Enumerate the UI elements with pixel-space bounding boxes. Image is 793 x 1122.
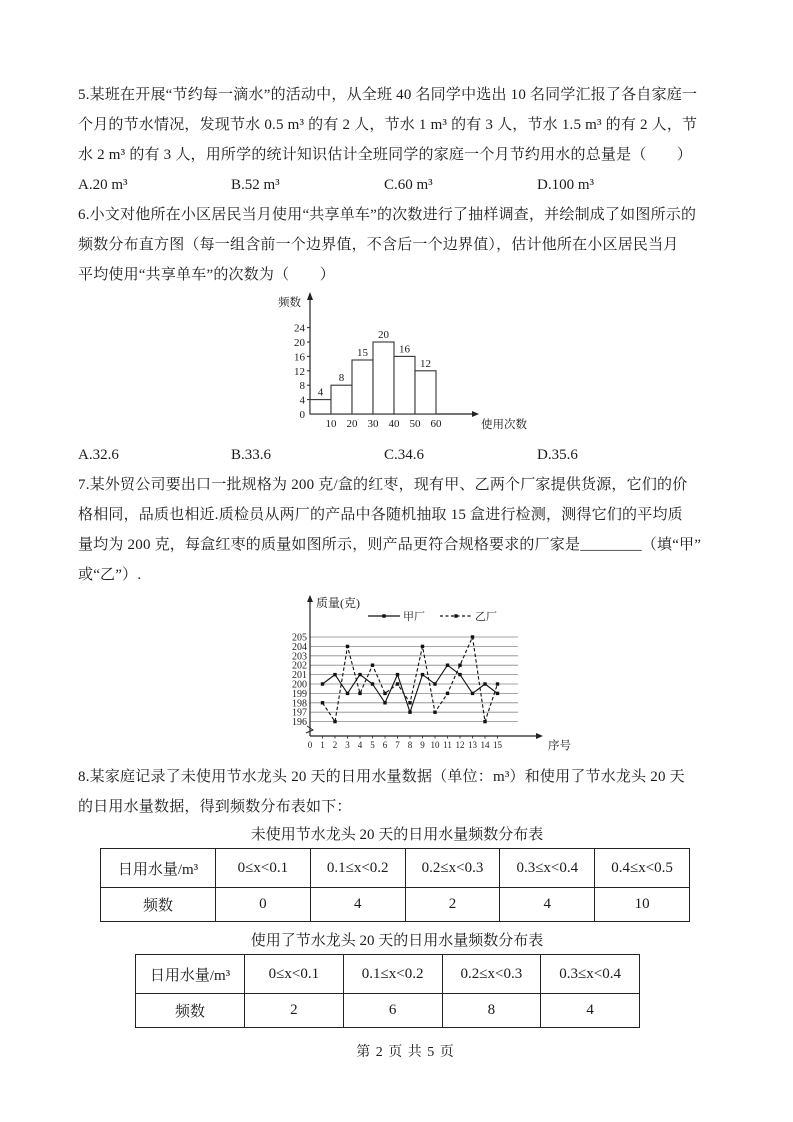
line-chart bbox=[272, 592, 580, 760]
y-tick-label: 16 bbox=[294, 351, 305, 364]
q5-text-line-2: 个月的节水情况，发现节水 0.5 m³ 的有 2 人，节水 1 m³ 的有 3 人，节水 1.5 m³ 的有 2 人，节 bbox=[78, 117, 698, 133]
table-header-row bbox=[136, 955, 640, 994]
x-tick-label: 10 bbox=[325, 418, 337, 430]
table-value-cell: 10 bbox=[595, 888, 690, 922]
y-tick-label: 197 bbox=[292, 707, 307, 719]
table-range-cell: 0.3≤x<0.4 bbox=[500, 849, 595, 888]
table-range-cell: 0≤x<0.1 bbox=[245, 955, 344, 994]
x-tick-label: 0 bbox=[307, 740, 313, 750]
bar bbox=[331, 385, 352, 414]
table-value-cell: 8 bbox=[442, 994, 541, 1028]
x-axis-arrow bbox=[472, 411, 479, 417]
frequency-histogram-figure bbox=[276, 290, 733, 440]
y-axis-arrow bbox=[307, 595, 313, 602]
x-tick-label: 2 bbox=[332, 740, 338, 750]
bar-value-label: 8 bbox=[338, 372, 345, 385]
x-tick-label: 15 bbox=[493, 740, 502, 750]
table-value-cell: 4 bbox=[310, 888, 405, 922]
table-value-cell: 2 bbox=[245, 994, 344, 1028]
data-point bbox=[421, 673, 424, 676]
data-point bbox=[471, 635, 474, 638]
x-axis-title: 使用次数 bbox=[481, 419, 527, 431]
bar-value-label: 12 bbox=[420, 357, 431, 370]
data-point bbox=[408, 711, 411, 714]
q7-text-line-1: 7.某外贸公司要出口一批规格为 200 克/盒的红枣，现有甲、乙两个厂家提供货源，它们的价 bbox=[78, 477, 688, 493]
series-jia bbox=[323, 665, 498, 712]
x-tick-label: 6 bbox=[382, 740, 388, 750]
data-point bbox=[321, 682, 324, 685]
y-tick-label: 198 bbox=[292, 698, 307, 710]
y-tick-label: 200 bbox=[292, 679, 307, 691]
series-yi bbox=[323, 637, 498, 722]
q5-option-b: B.52 m³ bbox=[231, 177, 280, 193]
q6-text-line-1: 6.小文对他所在小区居民当月使用“共享单车”的次数进行了抽样调查，并绘制成了如图所示的 bbox=[78, 207, 697, 223]
table-row-label: 频数 bbox=[101, 888, 216, 922]
data-point bbox=[458, 664, 461, 667]
table-value-cell: 6 bbox=[343, 994, 442, 1028]
histogram-chart bbox=[276, 290, 532, 440]
data-point bbox=[471, 692, 474, 695]
table-header-row bbox=[101, 849, 690, 888]
table-range-cell: 0.2≤x<0.3 bbox=[442, 955, 541, 994]
table-range-cell: 0.3≤x<0.4 bbox=[541, 955, 640, 994]
data-point bbox=[321, 701, 324, 704]
x-axis-title: 序号 bbox=[548, 740, 571, 752]
page-number: 第 2 页 共 5 页 bbox=[356, 1045, 455, 1060]
table-range-cell: 0.1≤x<0.2 bbox=[343, 955, 442, 994]
x-tick-label: 3 bbox=[345, 740, 350, 750]
table-value-cell: 2 bbox=[405, 888, 500, 922]
x-tick-label: 13 bbox=[468, 740, 477, 750]
bar-value-label: 15 bbox=[357, 347, 368, 359]
q8-text-line-2: 的日用水量数据，得到频数分布表如下： bbox=[78, 799, 352, 815]
x-tick-label: 14 bbox=[480, 740, 490, 750]
question-8 bbox=[78, 762, 733, 1028]
bar bbox=[373, 342, 394, 414]
data-point bbox=[496, 682, 499, 685]
data-point bbox=[333, 720, 336, 723]
table1-title: 未使用节水龙头 20 天的日用水量频数分布表 bbox=[250, 827, 544, 843]
y-axis-arrow bbox=[307, 292, 313, 300]
data-point bbox=[371, 664, 374, 667]
data-point bbox=[483, 682, 486, 685]
bar-value-label: 4 bbox=[317, 386, 324, 399]
q5-options-row bbox=[78, 170, 733, 200]
y-axis-title: 质量(克) bbox=[316, 596, 360, 610]
data-point bbox=[371, 682, 374, 685]
y-tick-label: 4 bbox=[299, 394, 305, 407]
data-point bbox=[383, 692, 386, 695]
data-point bbox=[446, 664, 449, 667]
q7-text-line-2: 格相同，品质也相近.质检员从两厂的产品中各随机抽取 15 盒进行检测，测得它们的平均质 bbox=[78, 507, 683, 523]
y-tick-label: 196 bbox=[292, 717, 307, 729]
q6-text-line-2: 频数分布直方图（每一组含前一个边界值，不含后一个边界值），估计他所在小区居民当月 bbox=[78, 237, 679, 253]
q5-option-d: D.100 m³ bbox=[537, 177, 594, 193]
histogram-root bbox=[278, 292, 527, 431]
table-header-label: 日用水量/m³ bbox=[136, 955, 245, 994]
q6-option-d: D.35.6 bbox=[537, 447, 578, 463]
table-value-cell: 4 bbox=[500, 888, 595, 922]
y-axis-title: 频数 bbox=[278, 297, 301, 309]
legend-label-jia: 甲厂 bbox=[403, 611, 425, 623]
table-header-label: 日用水量/m³ bbox=[101, 849, 216, 888]
y-tick-label: 199 bbox=[292, 688, 307, 700]
y-tick-label: 8 bbox=[299, 380, 305, 393]
data-point bbox=[496, 692, 499, 695]
table-range-cell: 0.1≤x<0.2 bbox=[310, 849, 405, 888]
q6-options-row bbox=[78, 440, 733, 470]
x-tick-label: 10 bbox=[430, 740, 440, 750]
table-range-cell: 0.2≤x<0.3 bbox=[405, 849, 500, 888]
data-point bbox=[396, 673, 399, 676]
x-tick-label: 9 bbox=[420, 740, 425, 750]
y-tick-label: 20 bbox=[294, 337, 305, 349]
question-5 bbox=[78, 80, 733, 200]
y-tick-label: 201 bbox=[292, 670, 307, 682]
legend-dashed-marker bbox=[454, 614, 457, 617]
x-tick-label: 12 bbox=[455, 740, 465, 750]
x-tick-label: 11 bbox=[443, 740, 452, 750]
question-6 bbox=[78, 200, 733, 470]
q6-option-c: C.34.6 bbox=[384, 447, 425, 463]
x-tick-label: 5 bbox=[370, 740, 375, 750]
data-point bbox=[346, 645, 349, 648]
q6-option-a: A.32.6 bbox=[78, 447, 119, 463]
y-tick-label: 205 bbox=[292, 632, 307, 644]
question-7 bbox=[78, 470, 733, 760]
data-point bbox=[433, 682, 436, 685]
x-tick-label: 7 bbox=[395, 740, 400, 750]
legend bbox=[368, 610, 497, 623]
data-point bbox=[446, 692, 449, 695]
table2-title: 使用了节水龙头 20 天的日用水量频数分布表 bbox=[250, 933, 544, 949]
q6-option-b: B.33.6 bbox=[231, 447, 272, 463]
q5-option-c: C.60 m³ bbox=[384, 177, 433, 193]
data-point bbox=[333, 673, 336, 676]
data-point bbox=[383, 701, 386, 704]
table-with-saving-faucet bbox=[135, 954, 640, 1028]
table-value-cell: 4 bbox=[541, 994, 640, 1028]
data-point bbox=[483, 720, 486, 723]
table-value-cell: 0 bbox=[216, 888, 311, 922]
data-point bbox=[433, 711, 436, 714]
y-tick-label: 24 bbox=[294, 322, 305, 335]
data-point bbox=[421, 645, 424, 648]
x-tick-label: 4 bbox=[357, 740, 363, 750]
bar bbox=[394, 356, 415, 414]
data-point bbox=[358, 673, 361, 676]
table-range-cell: 0.4≤x<0.5 bbox=[595, 849, 690, 888]
data-point bbox=[408, 701, 411, 704]
q7-text-line-4: 或“乙”）. bbox=[78, 567, 142, 583]
weight-line-chart-figure bbox=[272, 592, 733, 760]
table-value-row bbox=[101, 888, 690, 922]
data-point bbox=[358, 692, 361, 695]
x-tick-label: 20 bbox=[346, 418, 358, 430]
bar bbox=[352, 360, 373, 414]
q7-text-line-3: 量均为 200 克，每盒红枣的质量如图所示，则产品更符合规格要求的厂家是________（填“甲” bbox=[78, 537, 702, 553]
data-point bbox=[346, 692, 349, 695]
x-tick-label: 40 bbox=[388, 418, 400, 430]
q5-option-a: A.20 m³ bbox=[78, 177, 128, 193]
bar bbox=[415, 371, 436, 414]
y-tick-label: 12 bbox=[294, 365, 305, 378]
x-axis-arrow bbox=[536, 733, 543, 739]
table-range-cell: 0≤x<0.1 bbox=[216, 849, 311, 888]
y-tick-label: 203 bbox=[292, 651, 307, 663]
legend-solid-marker bbox=[382, 614, 385, 617]
data-point bbox=[458, 673, 461, 676]
q5-text-line-3: 水 2 m³ 的有 3 人，用所学的统计知识估计全班同学的家庭一个月节约用水的总量是（ ） bbox=[78, 147, 693, 163]
bar-value-label: 16 bbox=[399, 343, 410, 356]
q8-text-line-1: 8.某家庭记录了未使用节水龙头 20 天的日用水量数据（单位：m³）和使用了节水龙头 20 天 bbox=[78, 769, 685, 785]
y-tick-label: 202 bbox=[292, 660, 307, 672]
q5-text-line-1: 5.某班在开展“节约每一滴水”的活动中，从全班 40 名同学中选出 10 名同学汇报了各自家庭一 bbox=[78, 87, 698, 103]
linechart-root bbox=[292, 595, 571, 752]
x-tick-label: 30 bbox=[367, 418, 379, 430]
x-tick-label: 60 bbox=[430, 418, 442, 430]
y-tick-label: 204 bbox=[292, 641, 307, 653]
y-tick-label: 0 bbox=[299, 409, 305, 421]
x-tick-label: 8 bbox=[407, 740, 413, 750]
x-tick-label: 50 bbox=[409, 418, 421, 430]
bar-value-label: 20 bbox=[378, 329, 389, 341]
table-row-label: 频数 bbox=[136, 994, 245, 1028]
bar bbox=[310, 400, 331, 414]
legend-label-yi: 乙厂 bbox=[475, 611, 497, 623]
table-without-saving-faucet bbox=[100, 848, 690, 922]
x-tick-label: 1 bbox=[320, 740, 325, 750]
table-value-row bbox=[136, 994, 640, 1028]
data-point bbox=[396, 682, 399, 685]
q6-text-line-3: 平均使用“共享单车”的次数为（ ） bbox=[78, 267, 335, 283]
